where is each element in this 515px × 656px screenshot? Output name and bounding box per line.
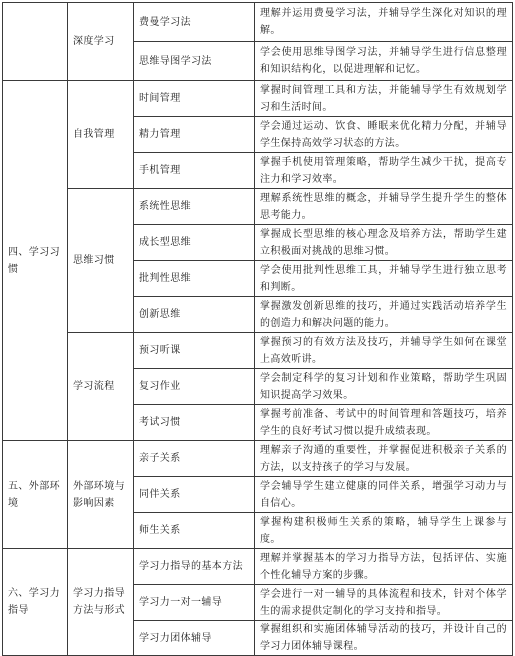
module-cell: 深度学习 — [68, 3, 134, 81]
topic-cell: 复习作业 — [134, 369, 255, 405]
module-cell: 外部环境与影响因素 — [68, 441, 134, 549]
topic-cell: 创新思维 — [134, 297, 255, 333]
topic-cell: 成长型思维 — [134, 225, 255, 261]
topic-cell: 学习力指导的基本方法 — [134, 549, 255, 585]
topic-cell: 学习力团体辅导 — [134, 621, 255, 656]
description-cell: 掌握考前准备、考试中的时间管理和答题技巧，培养学生的良好考试习惯以提升成绩表现。 — [255, 405, 513, 441]
description-cell: 理解并运用费曼学习法，并辅导学生深化对知识的理解。 — [255, 3, 513, 42]
module-cell: 自我管理 — [68, 81, 134, 189]
description-cell: 学会使用思维导图学习法，并辅导学生进行信息整理和知识结构化，以促进理解和记忆。 — [255, 42, 513, 81]
section-cell: 五、外部环境 — [3, 441, 68, 549]
description-cell: 理解亲子沟通的重要性，并掌握促进积极亲子关系的方法，以支持孩子的学习与发展。 — [255, 441, 513, 477]
description-cell: 理解并掌握基本的学习力指导方法，包括评估、实施个性化辅导方案的步骤。 — [255, 549, 513, 585]
topic-cell: 系统性思维 — [134, 189, 255, 225]
description-cell: 掌握激发创新思维的技巧，并通过实践活动培养学生的创造力和解决问题的能力。 — [255, 297, 513, 333]
description-cell: 掌握预习的有效方法及技巧，并辅导学生如何在课堂上高效听讲。 — [255, 333, 513, 369]
description-cell: 掌握组织和实施团体辅导活动的技巧，并设计自己的学习力团体辅导课程。 — [255, 621, 513, 656]
topic-cell: 批判性思维 — [134, 261, 255, 297]
description-cell: 掌握时间管理工具和方法，并能辅导学生有效规划学习和生活时间。 — [255, 81, 513, 117]
description-cell: 学会进行一对一辅导的具体流程和技术，针对个体学生的需求提供定制化的学习支持和指导。 — [255, 585, 513, 621]
description-cell: 掌握成长型思维的核心理念及培养方法，帮助学生建立积极面对挑战的思维习惯。 — [255, 225, 513, 261]
section-cell — [3, 3, 68, 81]
description-cell: 掌握构建积极师生关系的策略，辅导学生上课参与度。 — [255, 513, 513, 549]
topic-cell: 师生关系 — [134, 513, 255, 549]
topic-cell: 精力管理 — [134, 117, 255, 153]
description-cell: 学会通过运动、饮食、睡眠来优化精力分配，并辅导学生保持高效学习状态的方法。 — [255, 117, 513, 153]
description-cell: 学会使用批判性思维工具，并辅导学生进行独立思考和判断。 — [255, 261, 513, 297]
table-row — [3, 441, 513, 477]
topic-cell: 考试习惯 — [134, 405, 255, 441]
module-cell: 学习力指导方法与形式 — [68, 549, 134, 656]
module-cell: 学习流程 — [68, 333, 134, 441]
topic-cell: 预习听课 — [134, 333, 255, 369]
section-cell: 六、学习力指导 — [3, 549, 68, 656]
table-row — [3, 3, 513, 42]
table-row — [3, 549, 513, 585]
topic-cell: 费曼学习法 — [134, 3, 255, 42]
topic-cell: 同伴关系 — [134, 477, 255, 513]
topic-cell: 亲子关系 — [134, 441, 255, 477]
description-cell: 理解系统性思维的概念，并辅导学生提升学生的整体思考能力。 — [255, 189, 513, 225]
table-row — [3, 189, 513, 225]
description-cell: 学会辅导学生建立健康的同伴关系，增强学习动力与自信心。 — [255, 477, 513, 513]
description-cell: 掌握手机使用管理策略，帮助学生减少干扰，提高专注力和学习效率。 — [255, 153, 513, 189]
section-cell: 四、学习习惯 — [3, 81, 68, 441]
topic-cell: 学习力一对一辅导 — [134, 585, 255, 621]
table-row — [3, 333, 513, 369]
topic-cell: 思维导图学习法 — [134, 42, 255, 81]
topic-cell: 时间管理 — [134, 81, 255, 117]
curriculum-table — [2, 2, 513, 656]
topic-cell: 手机管理 — [134, 153, 255, 189]
description-cell: 学会制定科学的复习计划和作业策略，帮助学生巩固知识提高学习效果。 — [255, 369, 513, 405]
table-row — [3, 81, 513, 117]
module-cell: 思维习惯 — [68, 189, 134, 333]
curriculum-table-body — [3, 3, 513, 656]
